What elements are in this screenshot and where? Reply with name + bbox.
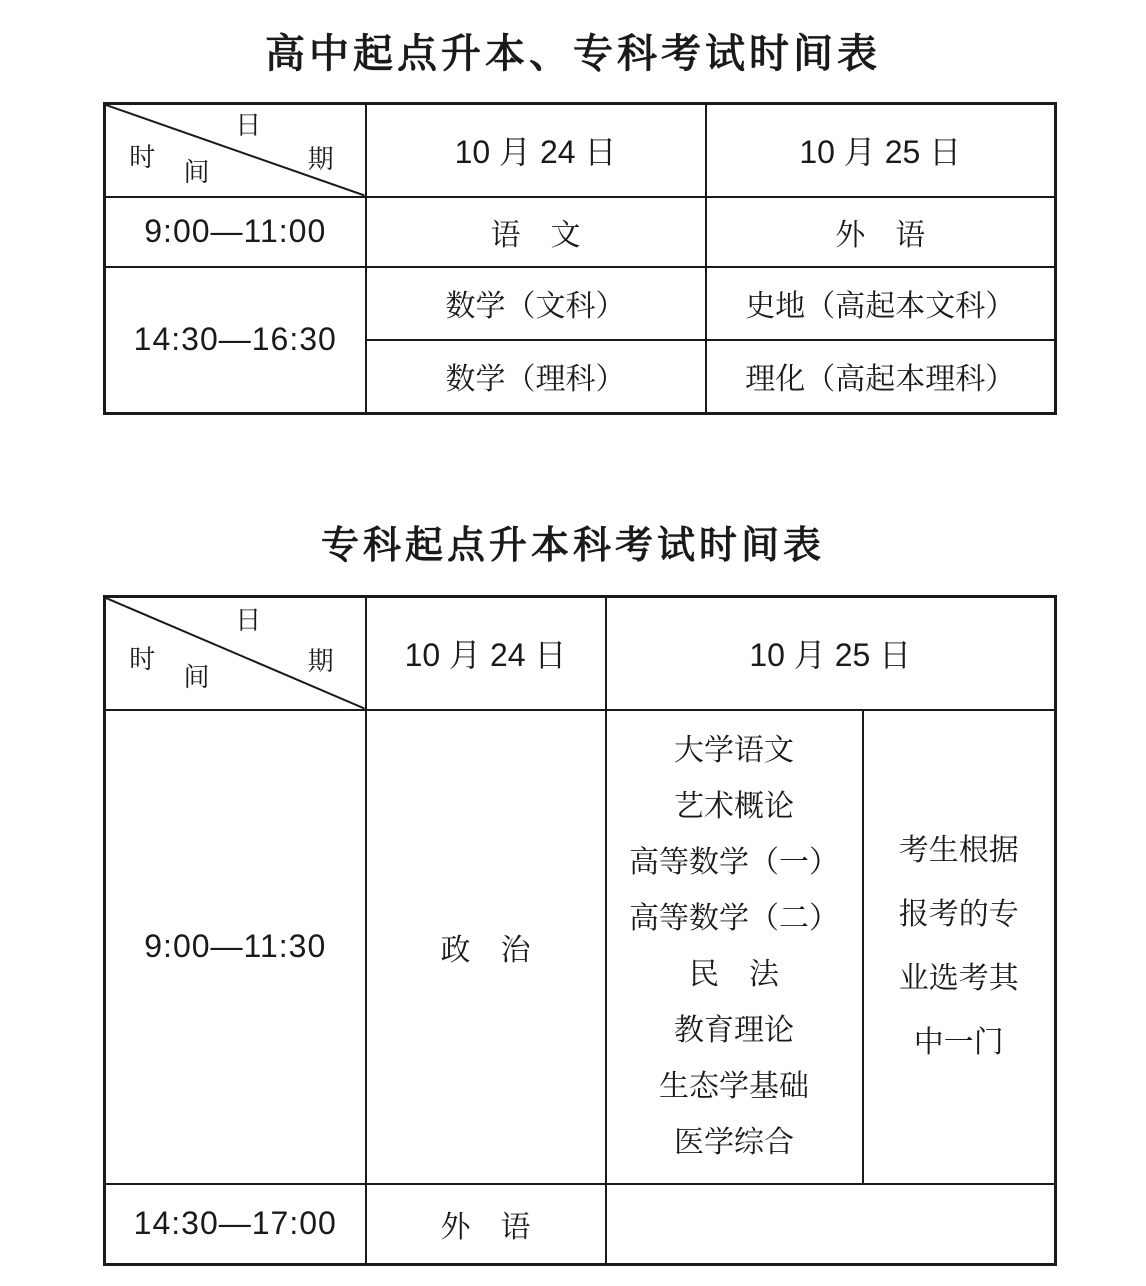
hs-morning-time-cell: 9:00—11:00 <box>105 197 366 267</box>
subject-line: 生态学基础 <box>659 1069 809 1103</box>
hs-morning-oct25-subject-cell: 外 语 <box>706 197 1056 267</box>
subject-line: 大学语文 <box>674 733 794 767</box>
corner-time-char-2: 间 <box>183 663 210 693</box>
hs-morning-oct24-subject-cell: 语 文 <box>366 197 706 267</box>
corner-date-char-1: 日 <box>235 605 262 635</box>
jc-table-title: 专科起点升本科考试时间表 <box>320 525 825 567</box>
jc-exam-table <box>103 595 1057 1266</box>
hs-exam-table <box>103 102 1057 415</box>
hs-header-oct24-cell: 10 月 24 日 <box>366 104 706 197</box>
subject-line: 高等数学（二） <box>629 901 839 935</box>
hs-afternoon-time-cell: 14:30—16:30 <box>105 267 366 414</box>
jc-header-oct25-cell: 10 月 25 日 <box>606 597 1056 710</box>
hs-afternoon-oct24-science-cell: 数学（理科） <box>366 340 706 414</box>
jc-morning-oct24-subject-cell: 政 治 <box>366 710 606 1184</box>
jc-morning-oct25-subjects-cell <box>606 710 863 1184</box>
corner-date-char-2: 期 <box>307 144 334 174</box>
hs-afternoon-oct25-arts-cell: 史地（高起本文科） <box>706 267 1056 340</box>
corner-date-char-1: 日 <box>235 111 262 141</box>
corner-time-char-1: 时 <box>129 142 156 172</box>
corner-time-char-2: 间 <box>183 158 210 188</box>
subject-line: 民 法 <box>689 957 779 991</box>
note-line: 考生根据 <box>898 833 1019 867</box>
jc-date-time-corner-cell <box>105 597 366 710</box>
note-line: 报考的专 <box>898 897 1019 931</box>
jc-header-oct24-cell: 10 月 24 日 <box>366 597 606 710</box>
jc-afternoon-oct24-subject-cell: 外 语 <box>366 1184 606 1265</box>
subject-line: 医学综合 <box>674 1125 794 1159</box>
hs-table-title: 高中起点升本、专科考试时间表 <box>265 31 881 76</box>
hs-header-oct25-cell: 10 月 25 日 <box>706 104 1056 197</box>
subject-line: 艺术概论 <box>674 789 794 823</box>
corner-date-char-2: 期 <box>307 646 334 676</box>
jc-morning-note-cell <box>863 710 1056 1184</box>
hs-date-time-corner-cell <box>105 104 366 197</box>
note-line: 中一门 <box>913 1025 1004 1059</box>
jc-afternoon-oct25-empty-cell <box>606 1184 1056 1265</box>
jc-afternoon-time-cell: 14:30—17:00 <box>105 1184 366 1265</box>
corner-time-char-1: 时 <box>129 644 156 674</box>
subject-line: 高等数学（一） <box>629 845 839 879</box>
jc-morning-time-cell: 9:00—11:30 <box>105 710 366 1184</box>
hs-afternoon-oct25-science-cell: 理化（高起本理科） <box>706 340 1056 414</box>
subject-line: 教育理论 <box>674 1013 794 1047</box>
note-line: 业选考其 <box>898 961 1019 995</box>
hs-afternoon-oct24-arts-cell: 数学（文科） <box>366 267 706 340</box>
